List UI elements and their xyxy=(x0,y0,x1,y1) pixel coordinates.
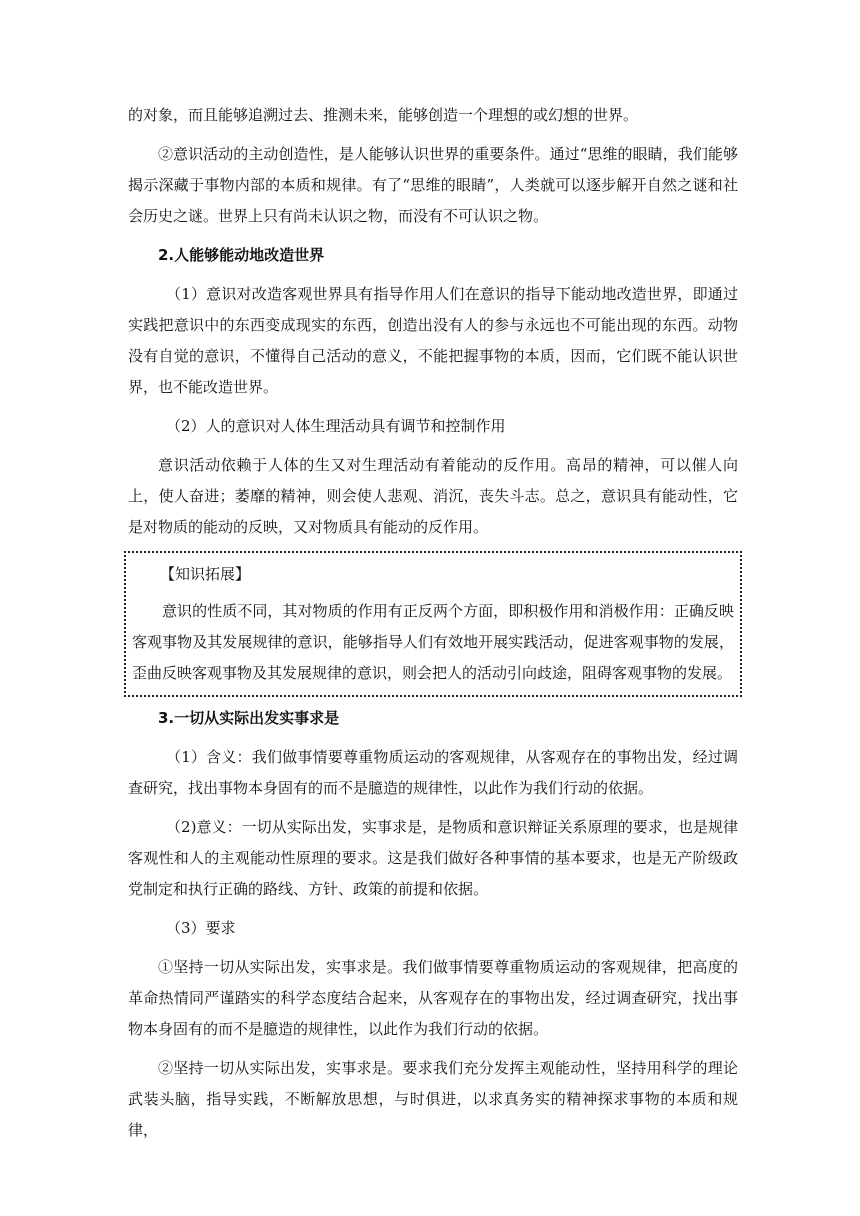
paragraph-creativity: ②意识活动的主动创造性，是人能够认识世界的重要条件。通过“思维的眼睛，我们能够揭示深藏于事物内部的本质和规律。有了“思维的眼睛”，人类就可以逐步解开自然之谜和社会历史之谜。世界上只有尚未认识之物，而没有不可认识之物。 xyxy=(128,145,738,225)
knowledge-extension-text: 意识的性质不同，其对物质的作用有正反两个方面，即积极作用和消极作用：正确反映客观事物及其发展规律的意识，能够指导人们有效地开展实践活动，促进客观事物的发展，歪曲反映客观事物及其发展规律的意识，则会把人的活动引向歧途，阻碍客观事物的发展。 xyxy=(132,602,734,682)
section-heading-3: 3.一切从实际出发实事求是 xyxy=(158,709,340,727)
paragraph-significance: （2)意义：一切从实际出发，实事求是，是物质和意识辩证关系原理的要求，也是规律客观性和人的主观能动性原理的要求。这是我们做好各种事情的基本要求，也是无产阶级政党制定和执行正确的路线、方针、政策的前提和依据。 xyxy=(128,818,738,898)
section-heading-2: 2.人能够能动地改造世界 xyxy=(158,246,325,264)
paragraph-physiology-title: （2）人的意识对人体生理活动具有调节和控制作用 xyxy=(166,417,506,435)
paragraph-continuation: 的对象，而且能够追溯过去、推测未来，能够创造一个理想的或幻想的世界。 xyxy=(128,106,639,124)
paragraph-requirements-title: （3）要求 xyxy=(166,919,236,937)
paragraph-guidance: （1）意识对改造客观世界具有指导作用人们在意识的指导下能动地改造世界，即通过实践把意识中的东西变成现实的东西，创造出没有人的参与永远也不可能出现的东西。动物没有自觉的意识，不懂得自己活动的意义，不能把握事物的本质，因而，它们既不能认识世界，也不能改造世界。 xyxy=(128,285,738,396)
paragraph-requirement-2: ②坚持一切从实际出发，实事求是。要求我们充分发挥主观能动性，坚持用科学的理论武装头脑，指导实践，不断解放思想，与时俱进，以求真务实的精神探求事物的本质和规律， xyxy=(128,1059,738,1139)
knowledge-extension-box xyxy=(124,551,742,697)
paragraph-physiology: 意识活动依赖于人体的生又对生理活动有着能动的反作用。高昂的精神，可以催人向上，使人奋进；萎靡的精神，则会使人悲观、消沉，丧失斗志。总之，意识具有能动性，它是对物质的能动的反映，又对物质具有能动的反作用。 xyxy=(128,456,738,536)
paragraph-meaning: （1）含义：我们做事情要尊重物质运动的客观规律，从客观存在的事物出发，经过调查研究，找出事物本身固有的而不是臆造的规律性，以此作为我们行动的依据。 xyxy=(128,748,738,797)
paragraph-requirement-1: ①坚持一切从实际出发，实事求是。我们做事情要尊重物质运动的客观规律，把高度的革命热情同严谨踏实的科学态度结合起来，从客观存在的事物出发，经过调查研究，找出事物本身固有的而不是臆造的规律性，以此作为我们行动的依据。 xyxy=(128,958,738,1038)
knowledge-extension-title: 【知识拓展】 xyxy=(160,565,251,583)
document-page xyxy=(128,100,738,1154)
